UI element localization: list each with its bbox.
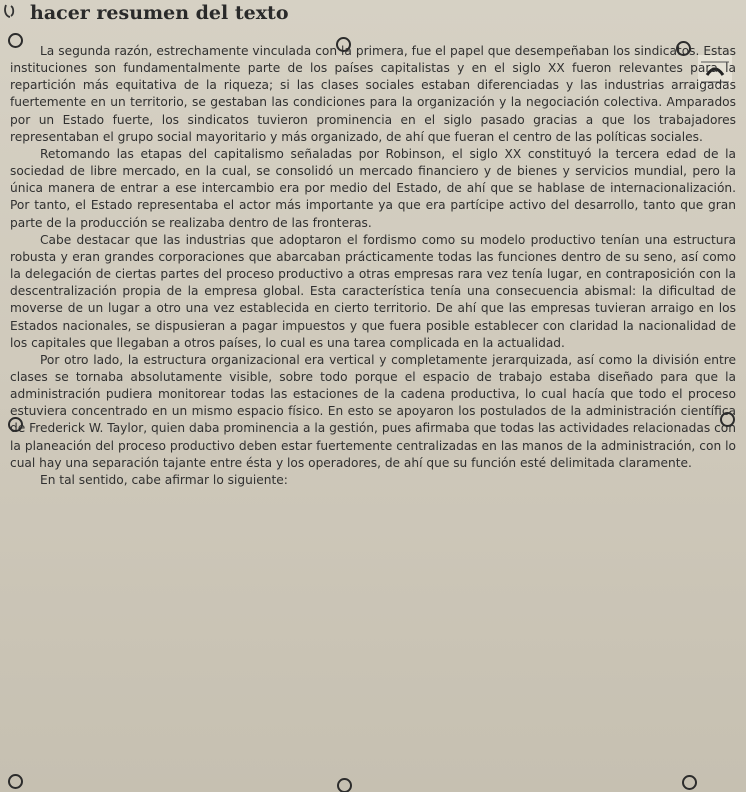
paragraph: La segunda razón, estrechamente vinculada con la primera, fue el papel que desempeñaban los sindicatos. Estas instituciones son fundamentalmente parte de los países capitalistas y en el siglo XX fueron relevantes para la repartición más equitativa de la riqueza; si las clases sociales estaban diferenciadas y las industrias arraigadas fuertemente en un territorio, se gestaban las condiciones para la organización y la negociación colectiva. Amparados por un Estado fuerte, los sindicatos tuvieron prominencia en el siglo pasado gracias a que los trabajadores representaban el grupo social mayoritario y más organizado, de ahí que fueran el centro de las políticas sociales.: [10, 44, 736, 144]
binder-ring-icon: [682, 775, 697, 790]
binder-ring-icon: [337, 778, 352, 792]
body-text: [10, 43, 736, 489]
binder-ring-icon: [720, 412, 735, 427]
handwritten-note: hacer resumen del texto: [30, 2, 289, 24]
paragraph: Por otro lado, la estructura organizacional era vertical y completamente jerarquizada, así como la división entre clases se tornaba absolutamente visible, sobre todo porque el espacio de trabajo estaba diseñado para que la administración pudiera monitorear todas las estaciones de la cadena productiva, lo cual hacía que todo el proceso estuviera concentrado en un mismo espacio físico. En esto se apoyaron los postulados de la administración científica de Frederick W. Taylor, quien daba prominencia a la gestión, pues afirmaba que todas las actividades relacionadas con la planeación del proceso productivo deben estar fuertemente centralizadas en las manos de la administración, con lo cual hay una separación tajante entre ésta y los operadores, de ahí que su función esté delimitada claramente.: [10, 352, 736, 470]
binder-ring-icon: [336, 37, 351, 52]
paragraph: En tal sentido, cabe afirmar lo siguiente:: [40, 472, 288, 487]
scribble-mark-icon: [2, 2, 20, 20]
binder-ring-icon: [8, 33, 23, 48]
binder-ring-icon: [676, 41, 691, 56]
paragraph: Retomando las etapas del capitalismo señaladas por Robinson, el siglo XX constituyó la tercera edad de la sociedad de libre mercado, en la cual, se consolidó un mercado financiero y de bienes y servicios mundial, pero la única manera de entrar a ese intercambio era por medio del Estado, de ahí que se hablase de internacionalización. Por tanto, el Estado representaba el actor más importante ya que era partícipe activo del desarrollo, tanto que gran parte de la producción se realizaba dentro de las fronteras.: [10, 146, 736, 230]
binder-ring-icon: [8, 774, 23, 789]
paragraph: Cabe destacar que las industrias que adoptaron el fordismo como su modelo productivo tenían una estructura robusta y eran grandes corporaciones que abarcaban prácticamente todas las funciones dentro de su seno, así como la delegación de ciertas partes del proceso productivo a otras empresas rara vez tenía lugar, en contraposición con la descentralización propia de la empresa global. Esta característica tenía una consecuencia abismal: la dificultad de moverse de un lugar a otro una vez establecida en cierto territorio. De ahí que las empresas tuvieran arraigo en los Estados nacionales, se dispusieran a pagar impuestos y que fuera posible establecer con claridad la nacionalidad de los capitales que llegaban a otros países, lo cual es una tarea complicada en la actualidad.: [10, 232, 736, 350]
binder-ring-icon: [8, 417, 23, 432]
